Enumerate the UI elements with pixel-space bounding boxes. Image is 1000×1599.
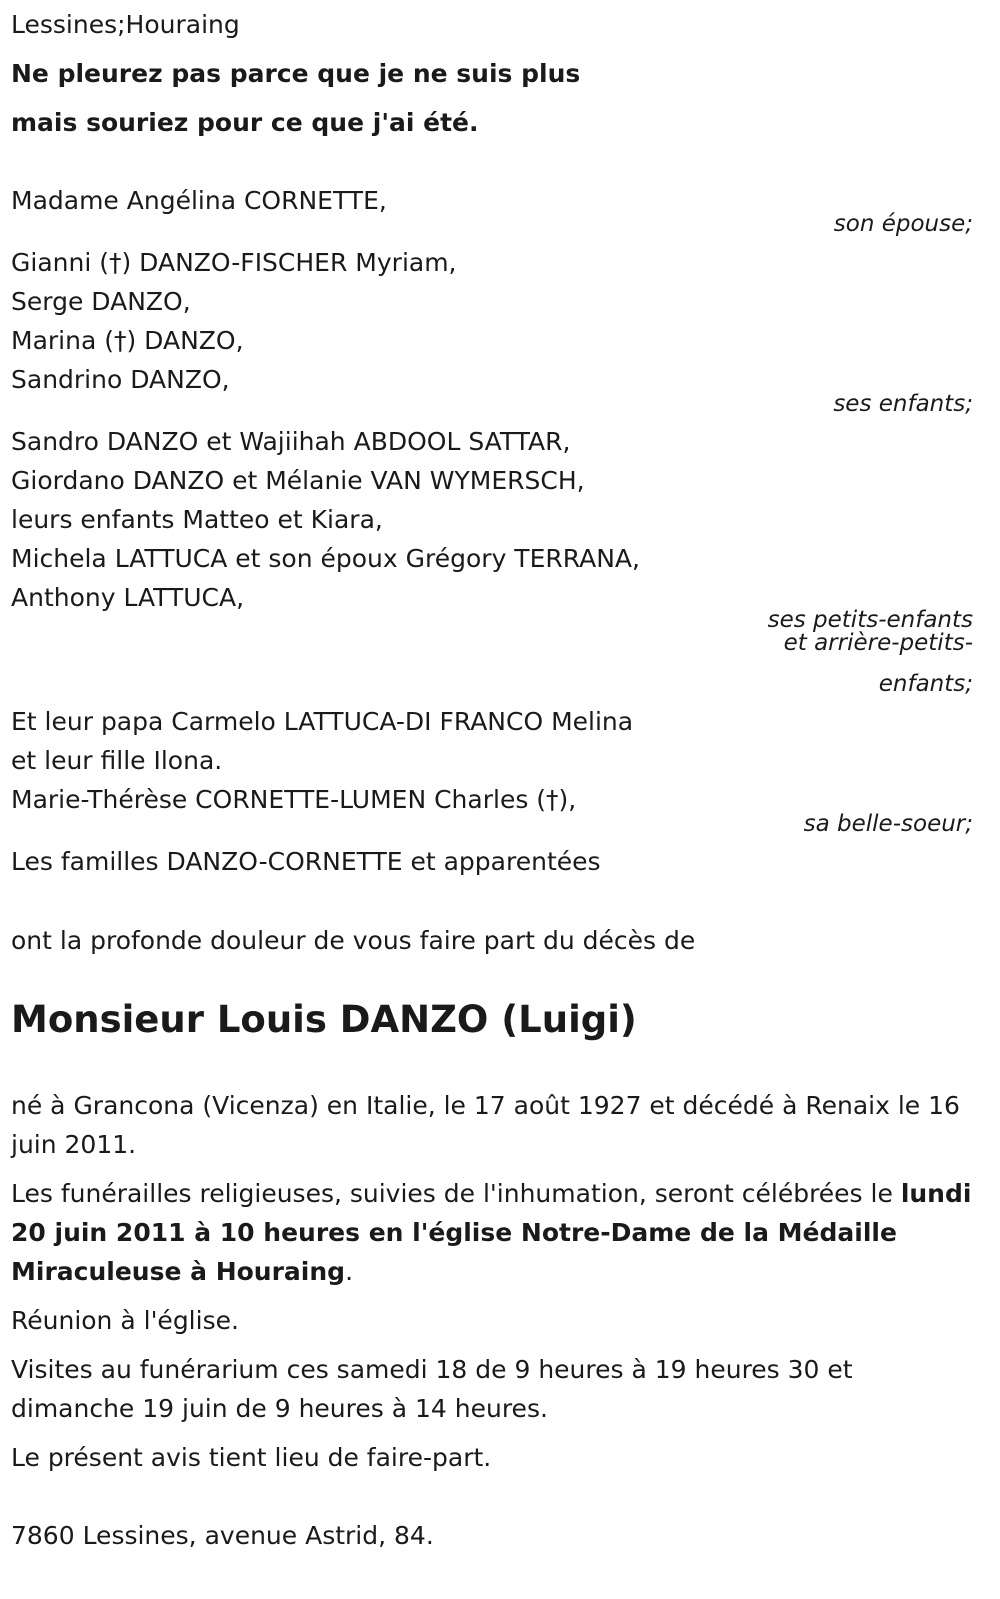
spouse-name: Madame Angélina CORNETTE, <box>11 186 387 215</box>
grandchild-3: leurs enfants Matteo et Kiara, <box>11 505 383 534</box>
meeting-info: Réunion à l'église. <box>11 1306 239 1335</box>
children-relation: ses enfants; <box>833 391 973 417</box>
child-2: Serge DANZO, <box>11 287 191 316</box>
grandchild-5: Anthony LATTUCA, <box>11 583 245 612</box>
families-line: Les familles DANZO-CORNETTE et apparentées <box>11 847 601 876</box>
grandchild-1: Sandro DANZO et Wajiihah ABDOOL SATTAR, <box>11 427 571 456</box>
other-2: et leur fille Ilona. <box>11 746 223 775</box>
quote-line-1: Ne pleurez pas parce que je ne suis plus <box>11 59 581 88</box>
child-1: Gianni (†) DANZO-FISCHER Myriam, <box>11 248 457 277</box>
child-4: Sandrino DANZO, <box>11 365 230 394</box>
sister-in-law-relation: sa belle-soeur; <box>803 811 973 837</box>
grandchild-4: Michela LATTUCA et son époux Grégory TERRANA, <box>11 544 640 573</box>
announcement: ont la profonde douleur de vous faire part du décès de <box>11 926 696 955</box>
notice-info: Le présent avis tient lieu de faire-part. <box>11 1443 492 1472</box>
birth-death-details: né à Grancona (Vicenza) en Italie, le 17 août 1927 et décédé à Renaix le 16 juin 2011. <box>11 1091 960 1159</box>
visits-info: Visites au funérarium ces samedi 18 de 9 heures à 19 heures 30 et dimanche 19 juin de 9 heures à 14 heures. <box>11 1355 853 1423</box>
other-3: Marie-Thérèse CORNETTE-LUMEN Charles (†), <box>11 785 577 814</box>
grandchild-2: Giordano DANZO et Mélanie VAN WYMERSCH, <box>11 466 585 495</box>
grandchildren-relation-1: ses petits-enfants <box>767 607 973 633</box>
other-1: Et leur papa Carmelo LATTUCA-DI FRANCO Melina <box>11 707 634 736</box>
funeral-date-place: lundi 20 juin 2011 à 10 heures en l'église Notre-Dame de la Médaille Miraculeuse à Houraing <box>11 1179 972 1286</box>
funeral-details <box>11 1174 973 1291</box>
deceased-name: Monsieur Louis DANZO (Luigi) <box>11 998 637 1041</box>
grandchildren-relation-2: et arrière-petits- <box>783 630 973 656</box>
spouse-relation: son épouse; <box>833 211 973 237</box>
address: 7860 Lessines, avenue Astrid, 84. <box>11 1521 434 1550</box>
child-3: Marina (†) DANZO, <box>11 326 244 355</box>
quote-line-2: mais souriez pour ce que j'ai été. <box>11 108 479 137</box>
funeral-intro: Les funérailles religieuses, suivies de l'inhumation, seront célébrées le <box>11 1179 901 1208</box>
funeral-end: . <box>345 1257 354 1286</box>
grandchildren-relation-3: enfants; <box>878 671 973 697</box>
location-header: Lessines;Houraing <box>11 10 240 39</box>
